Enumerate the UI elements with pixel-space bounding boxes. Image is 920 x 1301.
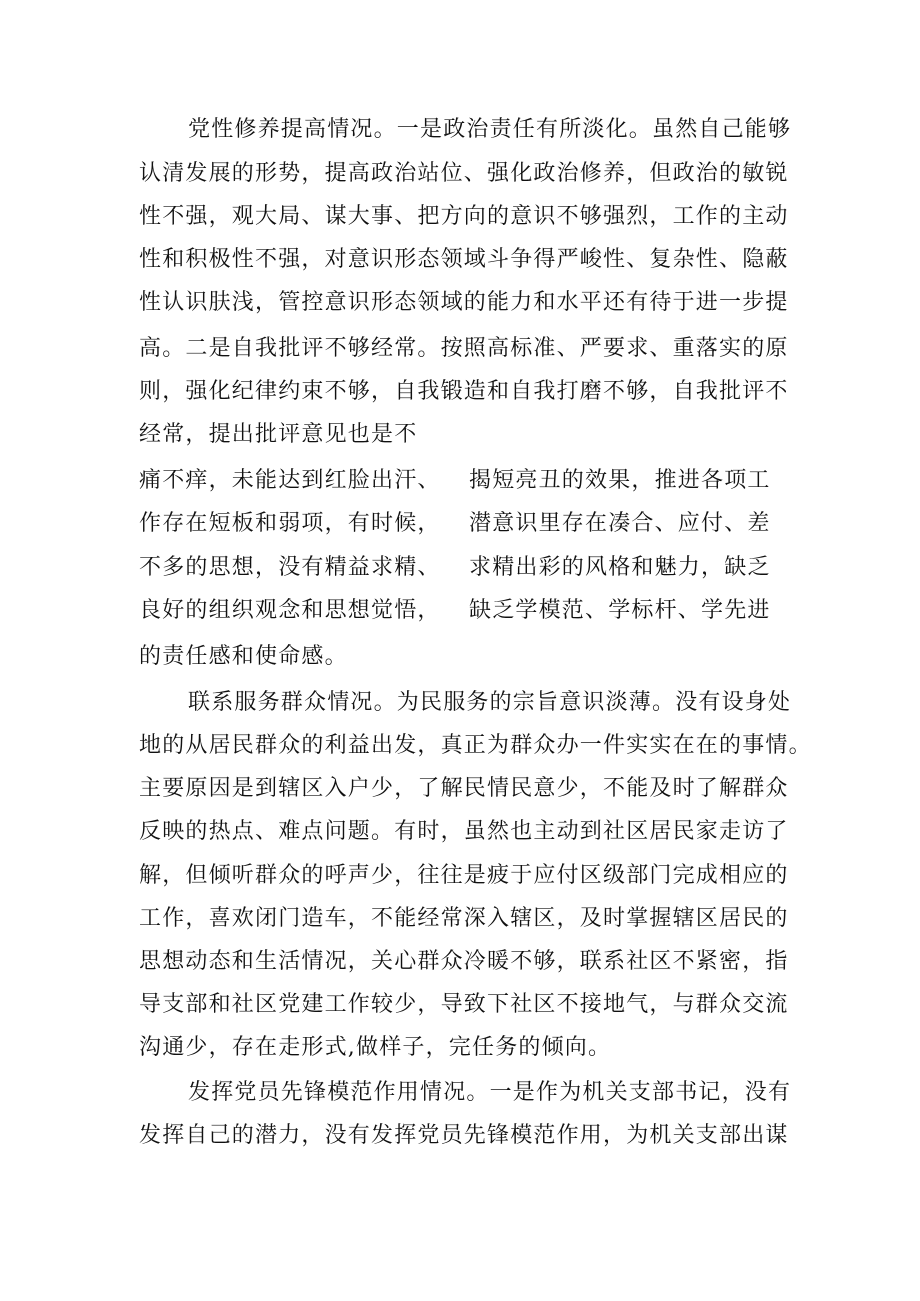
text-line: 解，但倾听群众的呼声少，往往是疲于应付区级部门完成相应的	[139, 863, 789, 888]
text-line: 求精出彩的风格和魅力，缺乏	[469, 555, 771, 580]
text-line: 作存在短板和弱项，有时候，	[139, 511, 441, 536]
text-line: 工作，喜欢闭门造车，不能经常深入辖区，及时掌握辖区居民的	[139, 906, 789, 931]
text-line: 党性修养提高情况。一是政治责任有所淡化。虽然自己能够	[188, 117, 792, 142]
text-line: 性和积极性不强，对意识形态领域斗争得严峻性、复杂性、隐蔽	[139, 247, 789, 272]
text-line: 反映的热点、难点问题。有时，虽然也主动到社区居民家走访了	[139, 819, 789, 844]
text-line: 潜意识里存在凑合、应付、差	[469, 511, 771, 536]
text-line: 发挥党员先锋模范作用情况。一是作为机关支部书记，没有	[188, 1080, 792, 1105]
text-line: 导支部和社区党建工作较少，导致下社区不接地气，与群众交流	[139, 992, 789, 1017]
text-line: 性不强，观大局、谋大事、把方向的意识不够强烈，工作的主动	[139, 204, 789, 229]
text-line: 沟通少，存在走形式,做样子，完任务的倾向。	[139, 1035, 612, 1060]
text-line: 思想动态和生活情况，关心群众冷暖不够，联系社区不紧密，指	[139, 949, 789, 974]
text-line: 主要原因是到辖区入户少，了解民情民意少，不能及时了解群众	[139, 776, 789, 801]
text-line: 性认识肤浅，管控意识形态领域的能力和水平还有待于进一步提	[139, 290, 789, 315]
text-line: 联系服务群众情况。为民服务的宗旨意识淡薄。没有设身处	[188, 690, 792, 715]
text-line: 不多的思想，没有精益求精、	[139, 555, 441, 580]
text-line: 则，强化纪律约束不够，自我锻造和自我打磨不够，自我批评不	[139, 379, 789, 404]
text-line: 经常，提出批评意见也是不	[139, 422, 418, 447]
text-line: 缺乏学模范、学标杆、学先进	[469, 598, 771, 623]
text-line: 认清发展的形势，提高政治站位、强化政治修养，但政治的敏锐	[139, 161, 789, 186]
text-line: 的责任感和使命感。	[139, 644, 348, 669]
text-line: 揭短亮丑的效果，推进各项工	[469, 468, 771, 493]
text-line: 高。二是自我批评不够经常。按照高标准、严要求、重落实的原	[139, 336, 789, 361]
text-line: 地的从居民群众的利益出发，真正为群众办一件实实在在的事情。	[139, 733, 812, 758]
text-line: 发挥自己的潜力，没有发挥党员先锋模范作用，为机关支部出谋	[139, 1123, 789, 1148]
text-line: 痛不痒，未能达到红脸出汗、	[139, 468, 441, 493]
text-line: 良好的组织观念和思想觉悟，	[139, 598, 441, 623]
